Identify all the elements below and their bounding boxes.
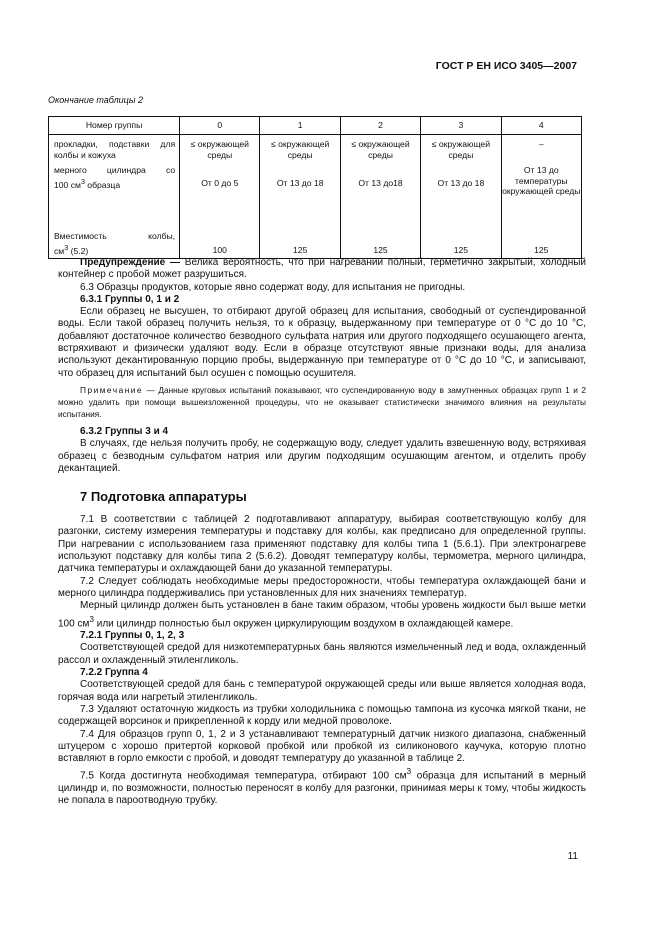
paragraph-6-3-1: Если образец не высушен, то отбирают другой образец для испытания, свободный от суспендированной воды. Если такой образец получить нельзя, то к образцу, выдержанному при температуре от 0 °C до 10 °C, добавляют достаточное количество безводного сульфата натрия или другого подходящего осушающего агента, встряхивают и физически удаляют воду. Если в образце отсутствуют явные признаки воды, для анализа используют декантированную порцию пробы, выдержанную при температуре от 0 °C до 10 °C, и записывают, что образец для испытаний был осушен с помощью осушителя. xyxy=(58,306,586,379)
header-cell: 4 xyxy=(501,117,581,135)
row-label-volume-line2 xyxy=(54,243,175,256)
gasket-value: ≤ окружающей среды xyxy=(351,139,410,160)
p72b-text-end: или цилиндр полностью был окружен циркулирующим воздухом в охлаждающей камере. xyxy=(93,617,514,629)
note-text: — Данные круговых испытаний показывают, что суспендированную воду в замутненных образцах групп 1 и 2 можно удалить при помощи вышеизложенной процедуры, что не оказывает статистически значимого влияния на результаты испытания. xyxy=(58,384,586,419)
note-paragraph xyxy=(58,384,586,420)
volume-ref-text: (5.2) xyxy=(68,245,89,256)
volume-value: 100 xyxy=(212,245,227,255)
header-cell: 2 xyxy=(340,117,420,135)
paragraph-7-3: 7.3 Удаляют остаточную жидкость из трубки холодильника с помощью тампона из кусочка мягкой ткани, не содержащей ворсинок и прикрепленной к корду или медной проволоке. xyxy=(58,703,586,728)
paragraph-7-4: 7.4 Для образцов групп 0, 1, 2 и 3 устанавливают температурный датчик низкого диапазона, снабженный штуцером с хорошо притертой корковой пробкой или пробкой из силиконового каучука, которую плотно вставляют в горло емкости с пробой, и доводят температуру до указанной в таблице 2. xyxy=(58,728,586,765)
cylinder-value: От 13 до температуры окружающей среды xyxy=(502,165,581,196)
paragraph-7-2: 7.2 Следует соблюдать необходимые меры предосторожности, чтобы температура охлаждающей бани и мерного цилиндра поддерживались при установленных для них значениях температур. xyxy=(58,575,586,599)
warning-paragraph xyxy=(58,257,586,282)
main-text xyxy=(58,257,586,808)
row-label-gasket: прокладки, подставки для колбы и кожуха xyxy=(54,139,176,160)
section-7-title: 7 Подготовка аппаратуры xyxy=(80,489,247,505)
group-0-cell xyxy=(180,135,260,259)
paragraph-7-2-cylinder xyxy=(58,600,586,630)
heading-6-3-2: 6.3.2 Группы 3 и 4 xyxy=(80,425,169,437)
table-row xyxy=(49,135,582,259)
header-cell: Номер группы xyxy=(49,117,180,135)
row-label-cylinder-line2 xyxy=(54,177,175,190)
warning-label: Предупреждение — xyxy=(80,257,180,268)
p75-text-end: образца для испытаний в мерный цилиндр и, по возможности, полностью переносят в колбу для разгонки, принимая меры к тому, чтобы жидкость не попала в пароотводную трубку. xyxy=(58,770,586,807)
cylinder-volume-text: 100 см xyxy=(54,179,81,190)
p72b-text: Мерный цилиндр должен быть установлен в бане таким образом, чтобы уровень жидкости был выше метки 100 см xyxy=(58,600,586,629)
heading-7-2-2: 7.2.2 Группа 4 xyxy=(80,667,148,679)
row-label-cylinder-line1: мерного цилиндра со xyxy=(54,165,176,175)
row-label-volume-line1: Вместимость колбы, xyxy=(54,231,176,241)
document-header: ГОСТ Р ЕН ИСО 3405—2007 xyxy=(435,60,577,72)
note-label: Примечание xyxy=(80,384,144,395)
group-1-cell xyxy=(260,135,340,259)
table-caption: Окончание таблицы 2 xyxy=(48,95,143,105)
superscript: 3 xyxy=(89,613,94,624)
gasket-value: ≤ окружающей среды xyxy=(431,139,490,160)
p75-text: 7.5 Когда достигнута необходимая температура, отбирают 100 см xyxy=(80,770,407,782)
heading-6-3-1: 6.3.1 Группы 0, 1 и 2 xyxy=(80,293,180,305)
gasket-value: ≤ окружающей среды xyxy=(190,139,249,160)
gasket-value: – xyxy=(538,139,544,149)
paragraph-7-1: 7.1 В соответствии с таблицей 2 подготавливают аппаратуру, выбирая соответствующую колбу для разгонки, систему измерения температуры и подставку для колбы, как предписано для определенной группы. При нагревании с использованием газа применяют подставку для колбы типа 1 (5.6.1). При электронагреве используют подставку для колбы типа 2 (5.6.2). Доводят температуру колбы, термометра, мерного цилиндра, датчика температуры и охлаждающей бани до указанной температуры. xyxy=(58,514,586,575)
gasket-value: ≤ окружающей среды xyxy=(271,139,330,160)
superscript: 3 xyxy=(80,178,85,186)
volume-unit-text: см xyxy=(54,245,65,256)
header-cell: 0 xyxy=(180,117,260,135)
superscript: 3 xyxy=(64,244,69,252)
table-header-row xyxy=(49,117,582,135)
group-4-cell xyxy=(501,135,581,259)
warning-text: Велика вероятность, что при нагревании полный, герметично закрытый, холодный контейнер с пробой может разрушиться. xyxy=(58,257,586,281)
group-table xyxy=(48,116,582,259)
superscript: 3 xyxy=(406,766,412,777)
header-cell: 3 xyxy=(421,117,501,135)
volume-value: 125 xyxy=(292,245,308,255)
header-cell: 1 xyxy=(260,117,340,135)
cylinder-value: От 13 до18 xyxy=(358,178,403,188)
page-number: 11 xyxy=(567,851,578,862)
cylinder-value: От 13 до 18 xyxy=(437,178,485,188)
volume-value: 125 xyxy=(453,245,469,255)
group-2-cell xyxy=(340,135,420,259)
row-label-cell xyxy=(49,135,180,259)
group-3-cell xyxy=(421,135,501,259)
paragraph-7-5 xyxy=(58,765,586,807)
heading-7-2-1: 7.2.1 Группы 0, 1, 2, 3 xyxy=(80,630,185,642)
paragraph-7-2-1: Соответствующей средой для низкотемпературных бань являются измельченный лед и вода, охлажденный рассол и охлажденный этиленгликоль. xyxy=(58,642,586,666)
cylinder-unit-text: образца xyxy=(84,179,121,190)
volume-value: 125 xyxy=(534,245,549,255)
cylinder-value: От 0 до 5 xyxy=(201,178,239,188)
paragraph-6-3-2: В случаях, где нельзя получить пробу, не содержащую воду, следует удалить взвешенную воду, встряхивая образец с безводным сульфатом натрия или другим подходящим осушающим агентом, и отделить пробу декантацией. xyxy=(58,438,586,474)
paragraph-6-3: 6.3 Образцы продуктов, которые явно содержат воду, для испытания не пригодны. xyxy=(80,281,466,293)
volume-value: 125 xyxy=(373,245,388,255)
cylinder-value: От 13 до 18 xyxy=(276,178,324,188)
paragraph-7-2-2: Соответствующей средой для бань с температурой окружающей среды или выше является холодная вода, горячая вода или нагретый этиленгликоль. xyxy=(58,679,586,703)
